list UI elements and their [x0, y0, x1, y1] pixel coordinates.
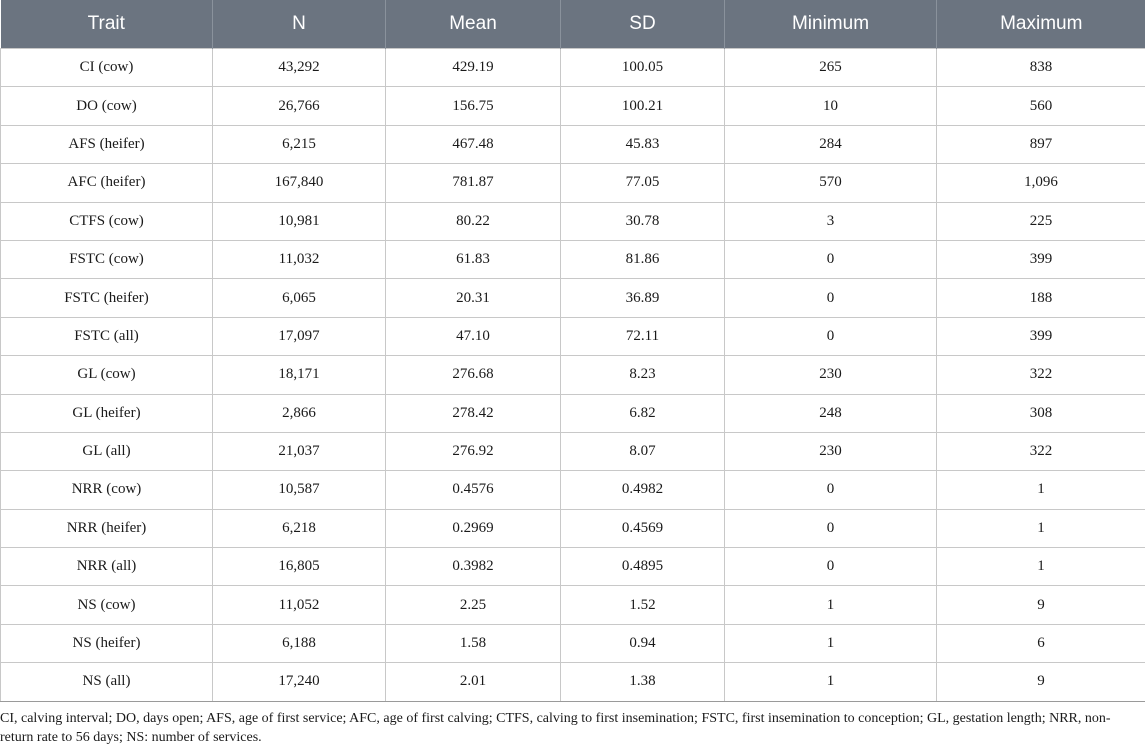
- cell-sd: 6.82: [561, 394, 725, 432]
- cell-maximum: 838: [937, 49, 1145, 87]
- cell-trait: GL (heifer): [1, 394, 213, 432]
- cell-maximum: 399: [937, 240, 1145, 278]
- cell-trait: GL (cow): [1, 356, 213, 394]
- header-cell-sd: SD: [561, 0, 725, 49]
- cell-maximum: 560: [937, 87, 1145, 125]
- cell-minimum: 3: [725, 202, 937, 240]
- header-cell-trait: Trait: [1, 0, 213, 49]
- cell-n: 16,805: [213, 548, 386, 586]
- cell-minimum: 1: [725, 586, 937, 624]
- cell-maximum: 1,096: [937, 164, 1145, 202]
- table-row: [1, 548, 1145, 586]
- header-cell-minimum: Minimum: [725, 0, 937, 49]
- cell-n: 6,065: [213, 279, 386, 317]
- cell-n: 26,766: [213, 87, 386, 125]
- cell-mean: 47.10: [386, 317, 561, 355]
- cell-minimum: 10: [725, 87, 937, 125]
- cell-trait: CTFS (cow): [1, 202, 213, 240]
- cell-mean: 61.83: [386, 240, 561, 278]
- cell-sd: 8.07: [561, 432, 725, 470]
- cell-minimum: 1: [725, 624, 937, 662]
- cell-sd: 77.05: [561, 164, 725, 202]
- cell-minimum: 0: [725, 279, 937, 317]
- cell-trait: NRR (cow): [1, 471, 213, 509]
- cell-mean: 276.92: [386, 432, 561, 470]
- table-row: [1, 586, 1145, 624]
- cell-minimum: 0: [725, 548, 937, 586]
- cell-minimum: 230: [725, 432, 937, 470]
- cell-minimum: 0: [725, 471, 937, 509]
- header-cell-mean: Mean: [386, 0, 561, 49]
- cell-maximum: 9: [937, 586, 1145, 624]
- table-row: [1, 432, 1145, 470]
- cell-sd: 100.05: [561, 49, 725, 87]
- cell-maximum: 9: [937, 663, 1145, 701]
- cell-n: 17,097: [213, 317, 386, 355]
- cell-sd: 0.4895: [561, 548, 725, 586]
- cell-minimum: 284: [725, 125, 937, 163]
- table-body: [1, 49, 1145, 702]
- cell-sd: 1.38: [561, 663, 725, 701]
- cell-n: 6,215: [213, 125, 386, 163]
- cell-sd: 36.89: [561, 279, 725, 317]
- cell-maximum: 1: [937, 471, 1145, 509]
- cell-mean: 429.19: [386, 49, 561, 87]
- cell-mean: 2.25: [386, 586, 561, 624]
- cell-trait: FSTC (heifer): [1, 279, 213, 317]
- table-footnote: CI, calving interval; DO, days open; AFS, age of first service; AFC, age of first calving; CTFS, calving to first insemination; FSTC, first insemination to conception; GL, gestation length; NRR, non-return rate to 56 days; NS: number of services.: [0, 711, 1111, 745]
- cell-maximum: 6: [937, 624, 1145, 662]
- table-row: [1, 317, 1145, 355]
- cell-sd: 45.83: [561, 125, 725, 163]
- cell-n: 18,171: [213, 356, 386, 394]
- cell-trait: NRR (heifer): [1, 509, 213, 547]
- cell-minimum: 1: [725, 663, 937, 701]
- cell-sd: 81.86: [561, 240, 725, 278]
- table-row: [1, 663, 1145, 701]
- cell-mean: 20.31: [386, 279, 561, 317]
- cell-maximum: 188: [937, 279, 1145, 317]
- cell-sd: 1.52: [561, 586, 725, 624]
- table-row: [1, 356, 1145, 394]
- cell-trait: AFS (heifer): [1, 125, 213, 163]
- cell-minimum: 0: [725, 317, 937, 355]
- cell-trait: AFC (heifer): [1, 164, 213, 202]
- cell-mean: 80.22: [386, 202, 561, 240]
- cell-trait: NRR (all): [1, 548, 213, 586]
- cell-n: 21,037: [213, 432, 386, 470]
- cell-maximum: 897: [937, 125, 1145, 163]
- cell-sd: 0.4982: [561, 471, 725, 509]
- cell-n: 17,240: [213, 663, 386, 701]
- cell-minimum: 570: [725, 164, 937, 202]
- cell-mean: 276.68: [386, 356, 561, 394]
- cell-trait: FSTC (all): [1, 317, 213, 355]
- cell-n: 6,188: [213, 624, 386, 662]
- cell-minimum: 230: [725, 356, 937, 394]
- cell-n: 6,218: [213, 509, 386, 547]
- cell-trait: NS (heifer): [1, 624, 213, 662]
- cell-sd: 30.78: [561, 202, 725, 240]
- table-row: [1, 509, 1145, 547]
- cell-trait: GL (all): [1, 432, 213, 470]
- table-row: [1, 240, 1145, 278]
- cell-maximum: 225: [937, 202, 1145, 240]
- cell-n: 11,032: [213, 240, 386, 278]
- cell-trait: DO (cow): [1, 87, 213, 125]
- cell-minimum: 265: [725, 49, 937, 87]
- cell-sd: 0.4569: [561, 509, 725, 547]
- cell-sd: 8.23: [561, 356, 725, 394]
- cell-trait: NS (all): [1, 663, 213, 701]
- cell-mean: 781.87: [386, 164, 561, 202]
- cell-trait: CI (cow): [1, 49, 213, 87]
- cell-trait: NS (cow): [1, 586, 213, 624]
- cell-minimum: 0: [725, 240, 937, 278]
- cell-mean: 2.01: [386, 663, 561, 701]
- cell-minimum: 248: [725, 394, 937, 432]
- cell-maximum: 322: [937, 356, 1145, 394]
- cell-n: 11,052: [213, 586, 386, 624]
- cell-n: 2,866: [213, 394, 386, 432]
- table-row: [1, 394, 1145, 432]
- cell-sd: 0.94: [561, 624, 725, 662]
- table-row: [1, 49, 1145, 87]
- cell-mean: 0.2969: [386, 509, 561, 547]
- header-cell-maximum: Maximum: [937, 0, 1145, 49]
- table-row: [1, 279, 1145, 317]
- table-row: [1, 164, 1145, 202]
- cell-maximum: 322: [937, 432, 1145, 470]
- cell-sd: 100.21: [561, 87, 725, 125]
- cell-mean: 467.48: [386, 125, 561, 163]
- cell-minimum: 0: [725, 509, 937, 547]
- cell-mean: 1.58: [386, 624, 561, 662]
- cell-mean: 0.3982: [386, 548, 561, 586]
- table-row: [1, 125, 1145, 163]
- cell-mean: 156.75: [386, 87, 561, 125]
- table-row: [1, 202, 1145, 240]
- cell-maximum: 1: [937, 548, 1145, 586]
- table-header: [1, 0, 1145, 49]
- cell-mean: 278.42: [386, 394, 561, 432]
- cell-sd: 72.11: [561, 317, 725, 355]
- cell-trait: FSTC (cow): [1, 240, 213, 278]
- cell-maximum: 399: [937, 317, 1145, 355]
- cell-n: 10,981: [213, 202, 386, 240]
- cell-n: 43,292: [213, 49, 386, 87]
- header-row: [1, 0, 1145, 49]
- cell-maximum: 308: [937, 394, 1145, 432]
- cell-n: 167,840: [213, 164, 386, 202]
- cell-maximum: 1: [937, 509, 1145, 547]
- cell-n: 10,587: [213, 471, 386, 509]
- table-row: [1, 87, 1145, 125]
- header-cell-n: N: [213, 0, 386, 49]
- table-row: [1, 624, 1145, 662]
- table-row: [1, 471, 1145, 509]
- cell-mean: 0.4576: [386, 471, 561, 509]
